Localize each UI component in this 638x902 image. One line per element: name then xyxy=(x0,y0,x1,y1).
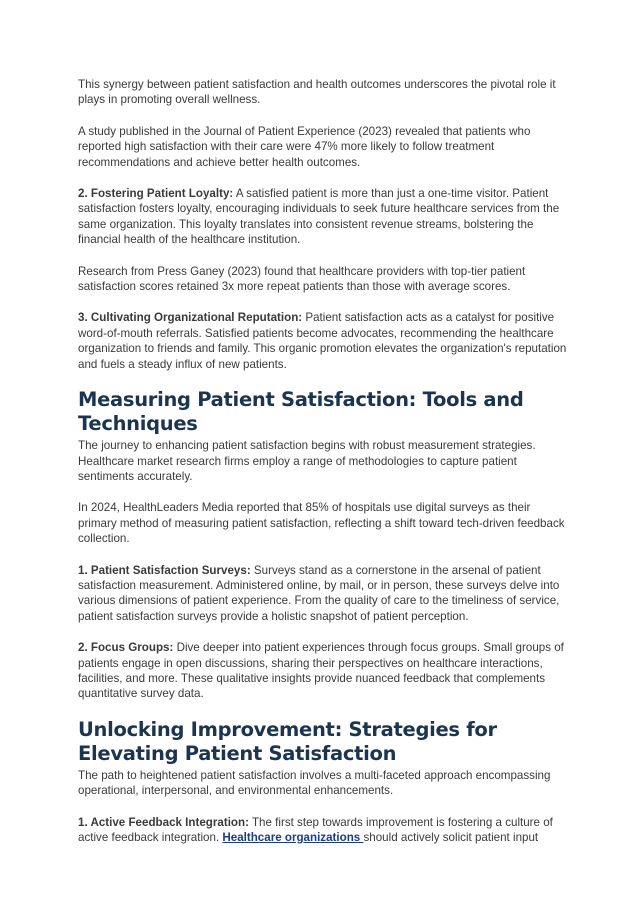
surveys-text: Surveys stand as a cornerstone in the arsenal of patient satisfaction measurement. Administered online, by mail, or in person, these surveys delve into various dimensions of patient experience. From the quality of care to the timeliness of service, patient satisfaction surveys provide a holistic snapshot of patient perception. xyxy=(78,563,560,623)
paragraph-journal-study: A study published in the Journal of Patient Experience (2023) revealed that patients who reported high satisfaction with their care were 47% more likely to follow treatment recommendations and achieve better health outcomes. xyxy=(78,124,531,169)
reputation-text: Patient satisfaction acts as a catalyst for positive word-of-mouth referrals. Satisfied patients become advocates, recommending the healthcare organization to friends and family. This organic promotion elevates the organization's reputation and fuels a steady influx of new patients. xyxy=(78,311,567,371)
paragraph-surveys xyxy=(78,563,568,625)
paragraph-focus-groups xyxy=(78,640,568,702)
document-page xyxy=(78,77,568,861)
feedback-lead: 1. Active Feedback Integration: xyxy=(78,815,249,829)
paragraph-patient-loyalty xyxy=(78,186,568,248)
paragraph-synergy: This synergy between patient satisfaction and health outcomes underscores the pivotal role it plays in promoting overall wellness. xyxy=(78,78,556,107)
feedback-text-after: should actively solicit patient input xyxy=(363,831,539,844)
surveys-lead: 1. Patient Satisfaction Surveys: xyxy=(78,563,251,577)
focus-groups-lead: 2. Focus Groups: xyxy=(78,641,174,655)
feedback-text-before: The first step towards improvement is fostering a culture of active feedback integration. xyxy=(78,815,553,844)
focus-groups-text: Dive deeper into patient experiences through focus groups. Small groups of patients engage in open discussions, sharing their perspectives on healthcare interactions, facilities, and more. These qualitative insights provide nuanced feedback that complements quantitative survey data. xyxy=(78,641,564,701)
reputation-lead: 3. Cultivating Organizational Reputation: xyxy=(78,311,303,325)
loyalty-lead: 2. Fostering Patient Loyalty: xyxy=(78,187,234,201)
heading-unlocking: Unlocking Improvement: Strategies for Elevating Patient Satisfaction xyxy=(78,717,497,765)
loyalty-text: A satisfied patient is more than just a one-time visitor. Patient satisfaction fosters loyalty, encouraging individuals to seek future healthcare services from the same organization. This loyalty translates into consistent revenue streams, bolstering the financial health of the healthcare institution. xyxy=(78,187,560,247)
paragraph-reputation xyxy=(78,310,568,372)
paragraph-feedback xyxy=(78,815,568,846)
heading-measuring: Measuring Patient Satisfaction: Tools and Techniques xyxy=(78,388,524,436)
paragraph-journey: The journey to enhancing patient satisfaction begins with robust measurement strategies. Healthcare market research firms employ a range of methodologies to capture patient sentiments accurately. xyxy=(78,439,536,483)
paragraph-2024-report: In 2024, HealthLeaders Media reported that 85% of hospitals use digital surveys as their primary method of measuring patient satisfaction, reflecting a shift toward tech-driven feedback collection. xyxy=(78,501,565,546)
paragraph-press-ganey: Research from Press Ganey (2023) found that healthcare providers with top-tier patient satisfaction scores retained 3x more repeat patients than those with average scores. xyxy=(78,264,526,294)
paragraph-path: The path to heightened patient satisfaction involves a multi-faceted approach encompassing operational, interpersonal, and environmental enhancements. xyxy=(78,768,551,798)
healthcare-organizations-link[interactable]: Healthcare organizations xyxy=(222,831,364,844)
